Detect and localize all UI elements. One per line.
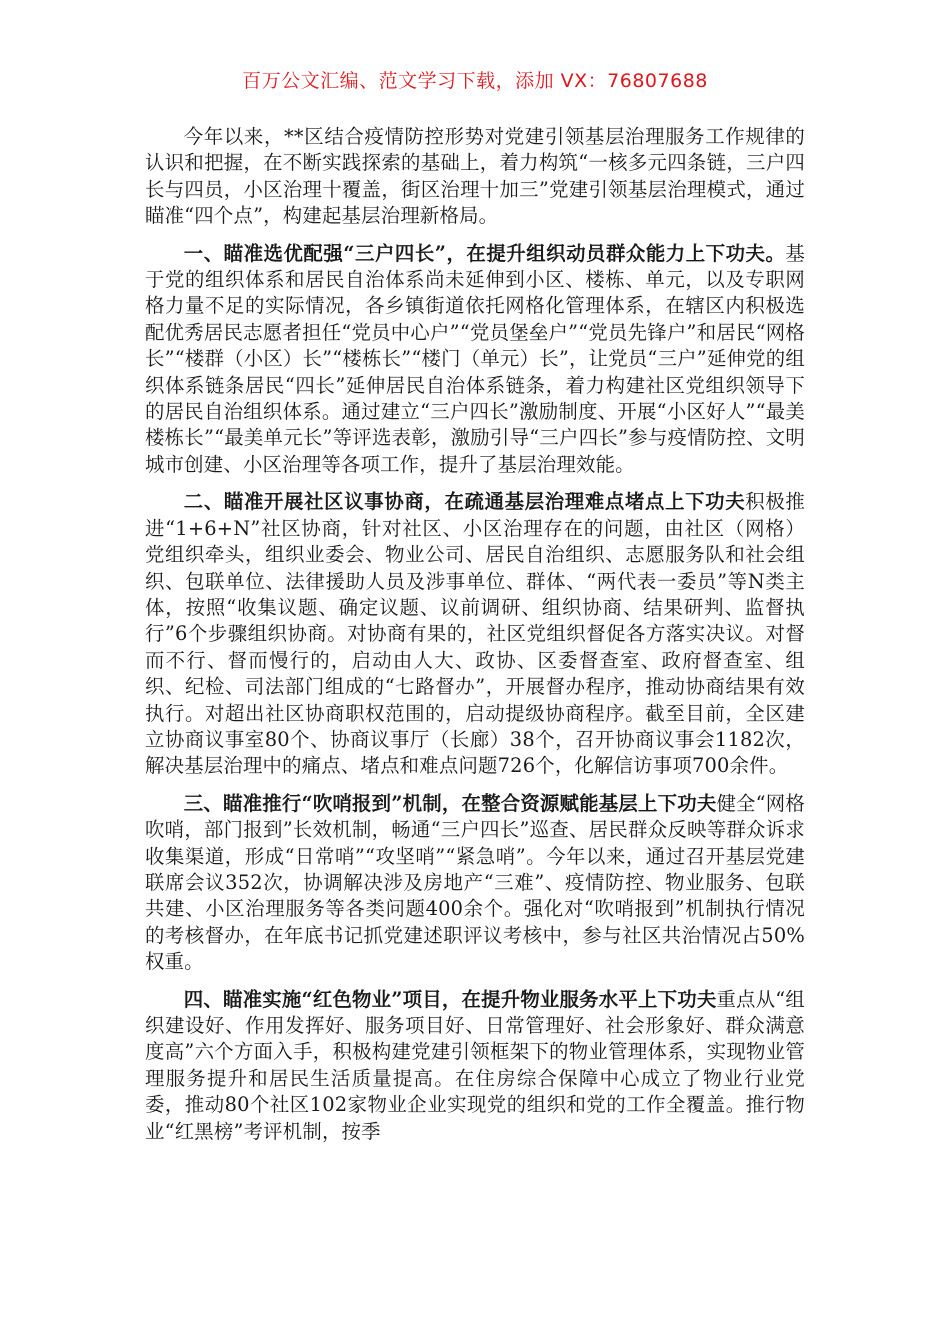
section-3-text: 健全“网格吹哨，部门报到”长效机制，畅通“三户四长”巡查、居民群众反映等群众诉求收集渠道，形成“日常哨”“攻坚哨”“紧急哨”。今年以来，通过召开基层党建联席会议352次，协调解决涉及房地产“三难”、疫情防控、物业服务、包联共建、小区治理服务等各类问题400余个。强化对“吹哨报到”机制执行情况的考核督办，在年底书记抓党建述职评议考核中，参与社区共治情况占50%权重。 <box>145 791 805 974</box>
section-2-text: 积极推进“1+6+N”社区协商，针对社区、小区治理存在的问题，由社区（网格）党组织牵头，组织业委会、物业公司、居民自治组织、志愿服务队和社会组织、包联单位、法律援助人员及涉事单位、群体、“两代表一委员”等N类主体，按照“收集议题、确定议题、议前调研、组织协商、结果研判、监督执行”6个步骤组织协商。对协商有果的，社区党组织督促各方落实决议。对督而不行、督而慢行的，启动由人大、政协、区委督查室、政府督查室、组织、纪检、司法部门组成的“七路督办”，开展督办程序，推动协商结果有效执行。对超出社区协商职权范围的，启动提级协商程序。截至目前，全区建立协商议事室80个、协商议事厅（长廊）38个，召开协商议事会1182次，解决基层治理中的痛点、堵点和难点问题726个，化解信访事项700余件。 <box>145 490 805 778</box>
section-4-paragraph <box>145 987 805 1145</box>
section-1-paragraph <box>145 241 805 479</box>
paragraph-text: 今年以来，**区结合疫情防控形势对党建引领基层治理服务工作规律的认识和把握，在不断实践探索的基础上，着力构筑“一核多元四条链，三户四长与四员，小区治理十覆盖，街区治理十加三”党建引领基层治理模式，通过瞄准“四个点”，构建起基层治理新格局。 <box>145 125 805 228</box>
section-4-text: 重点从“组织建设好、作用发挥好、服务项目好、日常管理好、社会形象好、群众满意度高”六个方面入手，积极构建党建引领框架下的物业管理体系，实现物业管理服务提升和居民生活质量提高。在住房综合保障中心成立了物业行业党委，推动80个社区102家物业企业实现党的组织和党的工作全覆盖。推行物业“红黑榜”考评机制，按季 <box>145 987 805 1143</box>
section-1-text: 基于党的组织体系和居民自治体系尚未延伸到小区、楼栋、单元，以及专职网格力量不足的实际情况，各乡镇街道依托网格化管理体系，在辖区内积极选配优秀居民志愿者担任“党员中心户”“党员堡垒户”“党员先锋户”和居民“网格长”“楼群（小区）长”“楼栋长”“楼门（单元）长”，让党员“三户”延伸党的组织体系链条居民“四长”延伸居民自治体系链条，着力构建社区党组织领导下的居民自治组织体系。通过建立“三户四长”激励制度、开展“小区好人”“最美楼栋长”“最美单元长”等评选表彰，激励引导“三户四长”参与疫情防控、文明城市创建、小区治理等各项工作，提升了基层治理效能。 <box>145 241 805 476</box>
section-2-paragraph <box>145 489 805 779</box>
document-body <box>145 124 805 1156</box>
section-1-heading: 一、瞄准选优配强“三户四长”，在提升组织动员群众能力上下功夫。 <box>183 241 786 265</box>
section-4-heading: 四、瞄准实施“红色物业”项目，在提升物业服务水平上下功夫 <box>183 987 717 1011</box>
watermark-banner: 百万公文汇编、范文学习下载，添加 VX：76807688 <box>242 70 708 92</box>
section-3-paragraph <box>145 791 805 976</box>
section-3-heading: 三、瞄准推行“吹哨报到”机制，在整合资源赋能基层上下功夫 <box>183 791 717 815</box>
section-2-heading: 二、瞄准开展社区议事协商，在疏通基层治理难点堵点上下功夫 <box>183 490 746 514</box>
intro-paragraph <box>145 124 805 230</box>
